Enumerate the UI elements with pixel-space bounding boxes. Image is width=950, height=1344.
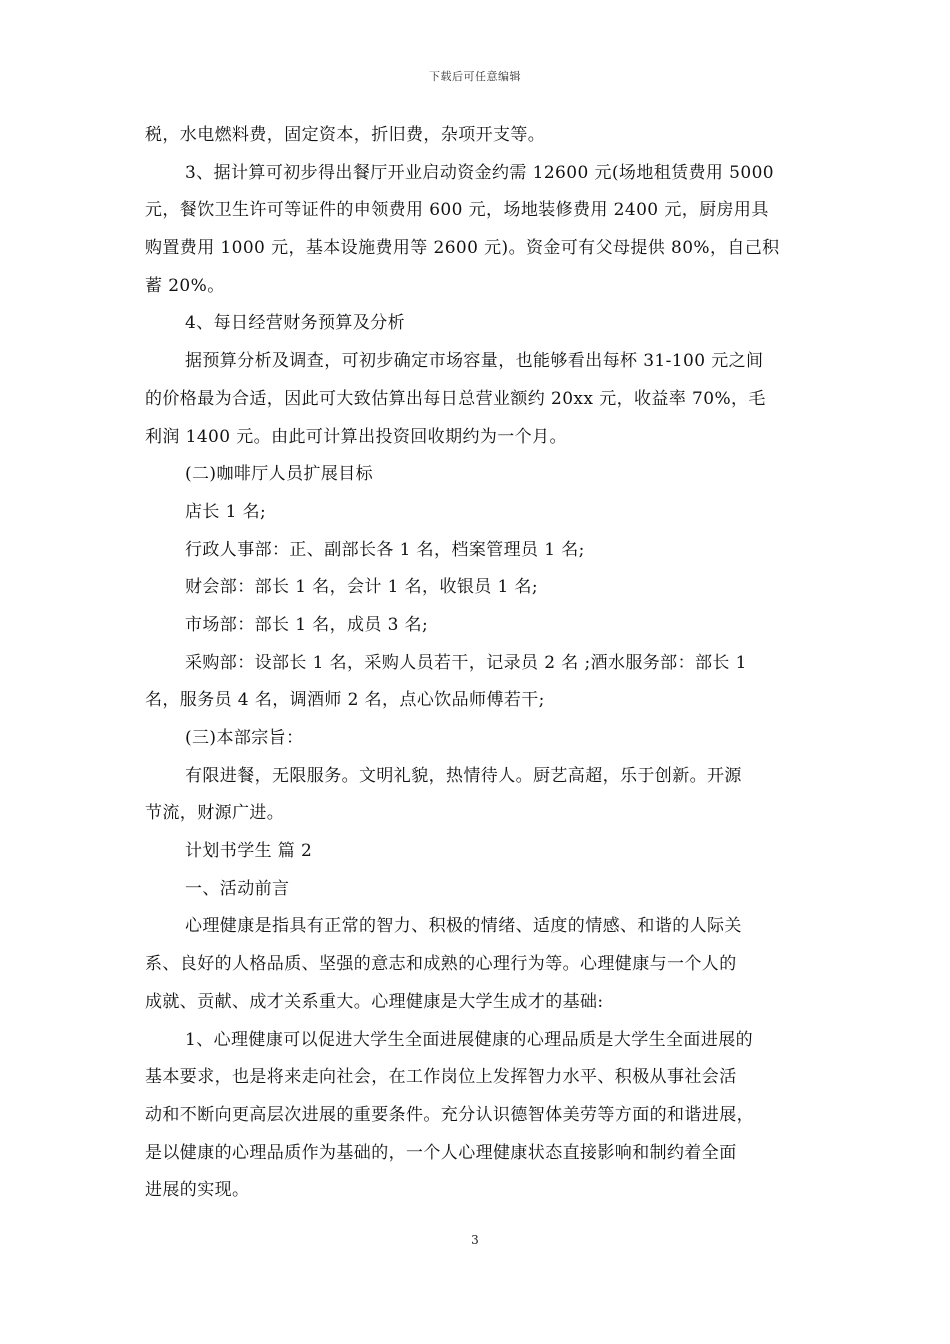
text-line: 利润 1400 元。由此可计算出投资回收期约为一个月。 xyxy=(145,426,567,447)
text-line: 节流，财源广进。 xyxy=(145,803,285,824)
text-line: 进展的实现。 xyxy=(145,1180,250,1201)
page-header: 下载后可任意编辑 xyxy=(429,70,521,83)
text-line: 采购部：设部长 1 名，采购人员若干，记录员 2 名 ;酒水服务部：部长 1 xyxy=(185,652,747,673)
text-line: 4、每日经营财务预算及分析 xyxy=(185,313,406,334)
text-line: 计划书学生 篇 2 xyxy=(185,841,313,862)
page-number: 3 xyxy=(471,1233,479,1247)
text-line: 税，水电燃料费，固定资本，折旧费，杂项开支等。 xyxy=(145,125,546,145)
text-line: 是以健康的心理品质作为基础的，一个人心理健康状态直接影响和制约着全面 xyxy=(145,1142,737,1163)
text-line: 市场部：部长 1 名，成员 3 名; xyxy=(185,614,429,635)
text-line: 心理健康是指具有正常的智力、积极的情绪、适度的情感、和谐的人际关 xyxy=(185,916,742,937)
text-line: 一、活动前言 xyxy=(185,878,290,899)
text-line: 购置费用 1000 元，基本设施费用等 2600 元)。资金可有父母提供 80%，自己积 xyxy=(145,238,780,259)
text-line: 成就、贡献、成才关系重大。心理健康是大学生成才的基础: xyxy=(145,991,604,1012)
text-line: (三)本部宗旨： xyxy=(185,728,304,748)
text-line: 元，餐饮卫生许可等证件的申领费用 600 元，场地装修费用 2400 元，厨房用具 xyxy=(145,200,769,221)
text-line: (二)咖啡厅人员扩展目标 xyxy=(185,464,374,485)
text-line: 蓄 20%。 xyxy=(145,275,225,296)
text-line: 行政人事部：正、副部长各 1 名，档案管理员 1 名; xyxy=(185,539,585,560)
text-line: 的价格最为合适，因此可大致估算出每日总营业额约 20xx 元，收益率 70%，毛 xyxy=(145,388,766,409)
text-line: 动和不断向更高层次进展的重要条件。充分认识德智体美劳等方面的和谐进展， xyxy=(145,1104,754,1125)
text-line: 3、据计算可初步得出餐厅开业启动资金约需 12600 元(场地租赁费用 5000 xyxy=(185,162,775,183)
text-line: 1、心理健康可以促进大学生全面进展健康的心理品质是大学生全面进展的 xyxy=(185,1029,754,1050)
text-line: 财会部：部长 1 名，会计 1 名，收银员 1 名; xyxy=(185,577,538,598)
text-line: 系、良好的人格品质、坚强的意志和成熟的心理行为等。心理健康与一个人的 xyxy=(145,954,737,975)
text-line: 名，服务员 4 名，调酒师 2 名，点心饮品师傅若干; xyxy=(145,690,545,711)
document-body xyxy=(145,117,808,1210)
text-line: 基本要求，也是将来走向社会，在工作岗位上发挥智力水平、积极从事社会活 xyxy=(145,1067,737,1088)
text-line: 据预算分析及调查，可初步确定市场容量，也能够看出每杯 31-100 元之间 xyxy=(185,351,764,372)
text-line: 店长 1 名; xyxy=(185,501,267,522)
text-line: 有限进餐，无限服务。文明礼貌，热情待人。厨艺高超，乐于创新。开源 xyxy=(185,765,742,786)
